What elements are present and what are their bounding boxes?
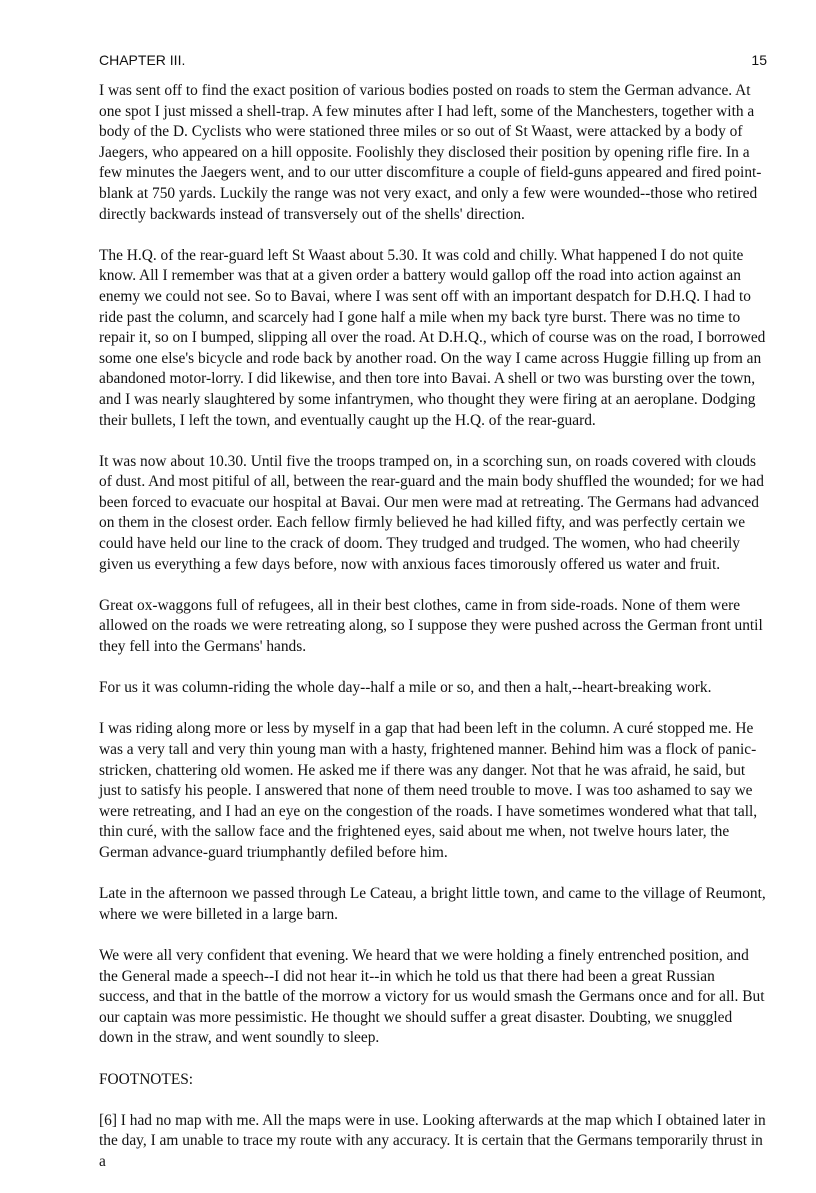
paragraph-1: I was sent off to find the exact position of various bodies posted on roads to stem the German advance. At one spot I just missed a shell-trap. A few minutes after I had left, some of the Manchesters, together with a body of the D. Cyclists who were stationed three miles or so out of St Waast, were attacked by a body of Jaegers, who appeared on a hill opposite. Foolishly they disclosed their position by opening rifle fire. In a few minutes the Jaegers went, and to our utter discomfiture a couple of field-guns appeared and fired point-blank at 750 yards. Luckily the range was not very exact, and only a few were wounded--those who retired directly backwards instead of transversely out of the shells' direction. xyxy=(99,82,762,223)
footnotes-heading: FOOTNOTES: xyxy=(99,1070,194,1088)
paragraph-7: Late in the afternoon we passed through Le Cateau, a bright little town, and came to the village of Reumont, where we were billeted in a large barn. xyxy=(99,885,766,923)
paragraph-2: The H.Q. of the rear-guard left St Waast about 5.30. It was cold and chilly. What happened I do not quite know. All I remember was that at a given order a battery would gallop off the road into action against an enemy we could not see. So to Bavai, where I was sent off with an important despatch for D.H.Q. I had to ride past the column, and scarcely had I gone half a mile when my back tyre burst. There was no time to repair it, so on I bumped, slipping all over the road. At D.H.Q., which of course was on the road, I borrowed some one else's bicycle and rode back by another road. On the way I came across Huggie filling up from an abandoned motor-lorry. I did likewise, and then tore into Bavai. A shell or two was bursting over the town, and I was nearly slaughtered by some infantrymen, who thought they were firing at an aeroplane. Dodging their bullets, I left the town, and eventually caught up the H.Q. of the rear-guard. xyxy=(99,246,766,429)
chapter-heading: CHAPTER III. xyxy=(99,52,186,68)
paragraph-6: I was riding along more or less by myself in a gap that had been left in the column. A curé stopped me. He was a very tall and very thin young man with a hasty, frightened manner. Behind him was a flock of panic-stricken, chattering old women. He asked me if there was any danger. Not that he was afraid, he said, but just to satisfy his people. I answered that none of them need trouble to move. I was too ashamed to say we were retreating, and I had an eye on the congestion of the roads. I have sometimes wondered what that tall, thin curé, with the sallow face and the frightened eyes, said about me when, not twelve hours later, the German advance-guard triumphantly defiled before him. xyxy=(99,720,758,861)
body-text xyxy=(99,81,767,1193)
paragraph-8: We were all very confident that evening. We heard that we were holding a finely entrenched position, and the General made a speech--I did not hear it--in which he told us that there had been a great Russian success, and that in the battle of the morrow a victory for us would smash the Germans once and for all. But our captain was more pessimistic. He thought we should suffer a great disaster. Doubting, we snuggled down in the straw, and went soundly to sleep. xyxy=(99,946,765,1047)
paragraph-5: For us it was column-riding the whole day--half a mile or so, and then a halt,--heart-breaking work. xyxy=(99,679,712,697)
page-number: 15 xyxy=(751,52,767,68)
paragraph-4: Great ox-waggons full of refugees, all in their best clothes, came in from side-roads. None of them were allowed on the roads we were retreating along, so I suppose they were pushed across the German front until they fell into the Germans' hands. xyxy=(99,596,763,656)
footnote-6: [6] I had no map with me. All the maps were in use. Looking afterwards at the map which I obtained later in the day, I am unable to trace my route with any accuracy. It is certain that the Germans temporarily thrust in a xyxy=(99,1111,766,1170)
running-header xyxy=(99,52,767,70)
paragraph-3: It was now about 10.30. Until five the troops tramped on, in a scorching sun, on roads covered with clouds of dust. And most pitiful of all, between the rear-guard and the main body shuffled the wounded; for we had been forced to evacuate our hospital at Bavai. Our men were mad at retreating. The Germans had advanced on them in the closest order. Each fellow firmly believed he had killed fifty, and was perfectly certain we could have held our line to the crack of doom. They trudged and trudged. The women, who had cheerily given us everything a few days before, now with anxious faces timorously offered us water and fruit. xyxy=(99,452,764,573)
